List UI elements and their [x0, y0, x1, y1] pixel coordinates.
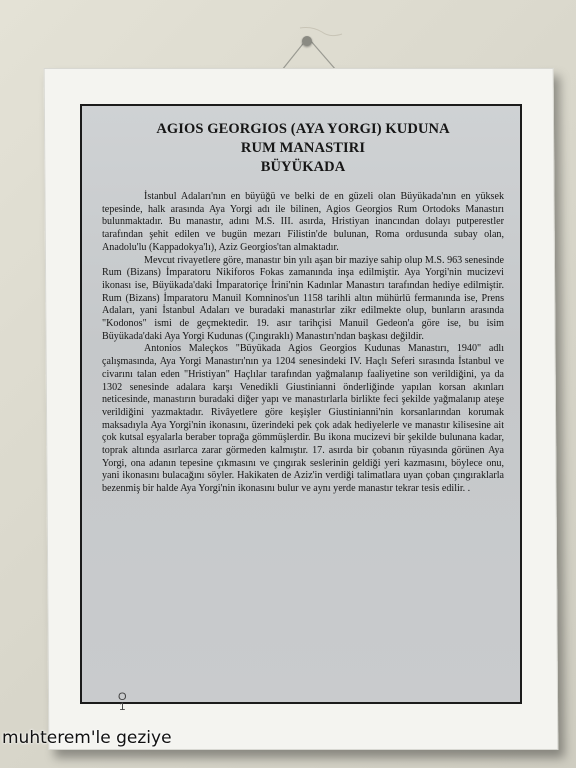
title-line-1: AGIOS GEORGIOS (AYA YORGI) KUDUNA — [156, 121, 450, 137]
paragraph-3: Antonios Maleçkos "Büyükada Agios Georgios Kudunas Manastırı, 1940" adlı çalışmasında, Aya Yorgi Manastırı'nın ya 1204 senesindeki IV. Haçlı Seferi sırasında İstanbul ve civarını talan eden "Hristiyan" Haçlılar tarafından yağmalanıp faaliyetine son verildiğini, ya da 1302 senesinde adalara karşı Venedikli Giustinianni önderliğinde yapılan korsan akınları neticesinde, manastırın buradaki diğer yapı ve manastırlarla birlikte feci şekilde yağmalanıp ateşe verildiğini yazmaktadır. Rivâyetlere göre keşişler Giustinianni'nin korsanlarından korumak maksadıyla Aya Yorgi'nin ikonasını, üzerindeki pek çok adak hediyelerle ve manastır kilisesine ait çok kutsal eşyalarla beraber toprağa gömmüşlerdir. Bu ikona mucizevi bir şekilde bulunana kadar, toprak altında asırlarca zarar görmeden kalmıştır. 17. asırda bir çobanın rüyasında görünen Aya Yorgi, ona adanın tepesine çıkmasını ve çıngırak seslerinin geldiği yeri kazmasını, böylece onu, yani ikonasını bulacağını söyler. Hakikaten de Aziz'in verdiği talimatlara uyan çoban çıngıraklarla bezenmiş bir halde Aya Yorgi'nin ikonasını bulur ve aynı yerde manastır tekrar tesis edilir. . — [102, 343, 504, 495]
photo-watermark: muhterem'le geziye — [2, 728, 172, 748]
title-line-2: RUM MANASTIRI — [240, 140, 366, 156]
paragraph-1: İstanbul Adaları'nın en büyüğü ve belki de en güzeli olan Büyükada'nın en yüksek tepesinde, halk arasında Aya Yorgi adı ile bilinen, Agios Georgios Rum Ortodoks Manastırı bulunmaktadır. Bu manastır, adını M.S. III. asırda, Hristiyan inancından dolayı putperestler tarafından şehit edilen ve bugün mezarı Filistin'de bulunan, Roma ordusunda subay olan, Anadolu'lu (Kappadokya'lı), Aziz Georgios'tan almaktadır. — [102, 191, 504, 253]
title-line-3: BÜYÜKADA — [260, 159, 346, 175]
sheet-page-mark — [118, 692, 127, 712]
plaque-sheet — [80, 104, 522, 704]
page-mark-bottom: 1 — [119, 701, 126, 713]
plaque-title — [102, 120, 504, 177]
paragraph-2: Mevcut rivayetlere göre, manastır bin yılı aşan bir maziye sahip olup M.S. 963 senesinde Rum (Bizans) İmparatoru Nikiforos Fokas zamanında inşa edilmiştir. Aya Yorgi'nin mucizevi ikonası ise, Büyükada'daki İmparatoriçe İrini'nin Kadınlar Manastırı tarafından hediye edilmiştir. Rum (Bizans) İmparatoru Manuil Komninos'un 1158 tarihli altın mühürlü fermanında ise, Prens Adaları, yani İstanbul Adaları ve buradaki manastırlar zikr edilmekte olup, bunların arasında "Kodonos" ismi de geçmektedir. 19. asır tarihçisi Manuil Gedeon'a göre ise, bu isim Büyükada'daki Aya Yorgi Kudunas (Çıngıraklı) Manastırı'ndan başkası değildir. — [102, 254, 504, 342]
plaque-body — [102, 191, 504, 496]
wall-nail — [302, 36, 312, 46]
page-mark-top: O — [118, 691, 127, 703]
